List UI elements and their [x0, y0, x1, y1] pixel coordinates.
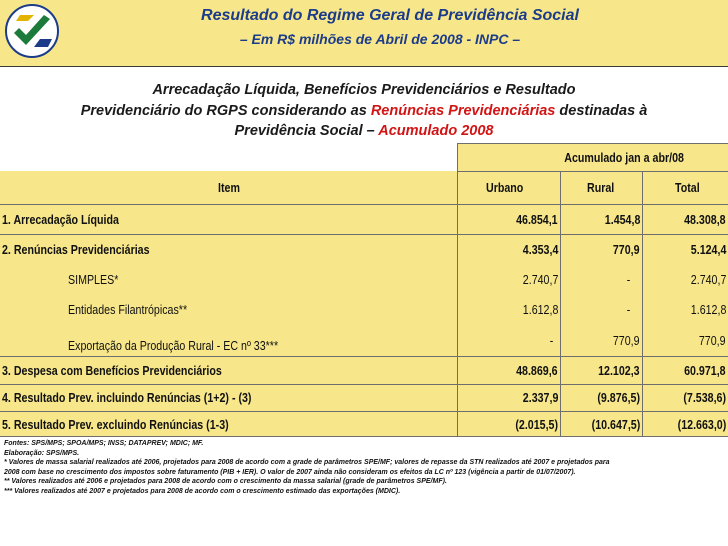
page-title: Resultado do Regime Geral de Previdência Social [201, 7, 579, 24]
cell-total: 770,9 [699, 332, 726, 348]
cell-urbano: - [549, 332, 553, 348]
cell-rural: - [626, 301, 630, 317]
col-header-rural: Rural [587, 180, 615, 195]
cell-urbano: 2.337,9 [522, 390, 558, 405]
heading-line-2: Previdenciário do RGPS considerando as Renúncias Previdenciárias destinadas à [80, 102, 648, 119]
col-header-item: Item [218, 180, 240, 195]
table-row [0, 324, 728, 356]
cell-total: 5.124,4 [690, 241, 726, 257]
table-row [0, 384, 728, 411]
table-heading [0, 80, 728, 142]
footnotes [4, 439, 724, 496]
col-header-urbano: Urbano [486, 180, 524, 195]
table-row [0, 264, 728, 294]
row-label: 1. Arrecadação Líquida [2, 211, 119, 227]
cell-urbano: 1.612,8 [522, 301, 558, 317]
row-label: Exportação da Produção Rural - EC nº 33*** [68, 338, 279, 353]
row-label: Entidades Filantrópicas** [68, 301, 188, 317]
heading-line-3: Previdência Social – Acumulado 2008 [234, 123, 494, 139]
table-row [0, 234, 728, 264]
cell-total: 48.308,8 [684, 211, 726, 227]
heading-line-1: Arrecadação Líquida, Benefícios Previdenciários e Resultado [152, 82, 576, 98]
table-row [0, 356, 728, 384]
grid-line [0, 411, 728, 412]
cell-rural: 1.454,8 [604, 211, 640, 227]
row-label: 2. Renúncias Previdenciárias [2, 241, 150, 257]
grid-line [0, 384, 728, 385]
cell-urbano: 48.869,6 [516, 362, 558, 378]
footnote-1b: 2008 com base no crescimento dos impostos sobre faturamento (PIB + IER). O valor de 2007 ainda não consideram os efeitos da LC nº 123 (vigência a partir de 01/07/2007). [4, 468, 576, 476]
cell-rural: (9.876,5) [597, 390, 640, 405]
row-label: 3. Despesa com Benefícios Previdenciários [2, 362, 222, 378]
table-row [0, 294, 728, 324]
footnote-3: *** Valores realizados até 2007 e projetados para 2008 de acordo com o crescimento estimado das exportações (MDIC). [4, 487, 401, 495]
grid-line [457, 143, 728, 144]
grid-line [642, 171, 643, 437]
footnote-1a: * Valores de massa salarial realizados até 2006, projetados para 2008 de acordo com a grade de parâmetros SPE/MF; valores de repasse da STN realizados até 2007 e projetados para [4, 459, 610, 466]
grid-line [0, 234, 728, 235]
cell-total: 2.740,7 [690, 271, 726, 287]
grid-line [560, 171, 561, 437]
table-row [0, 204, 728, 234]
table-header-row [0, 171, 728, 204]
footnote-elaboration: Elaboração: SPS/MPS. [4, 449, 80, 457]
footnote-sources: Fontes: SPS/MPS; SPOA/MPS; INSS; DATAPREV; MDIC; MF. [4, 440, 204, 447]
grid-line [457, 171, 728, 172]
cell-total: (7.538,6) [683, 390, 726, 405]
cell-total: 1.612,8 [690, 301, 726, 317]
table-group-header-row [0, 143, 728, 171]
col-header-total: Total [675, 180, 700, 195]
row-label: SIMPLES* [68, 271, 119, 287]
page-subtitle: – Em R$ milhões de Abril de 2008 - INPC – [239, 31, 521, 47]
cell-total: 60.971,8 [684, 362, 726, 378]
cell-urbano: (2.015,5) [515, 416, 558, 432]
header-bar [0, 0, 728, 66]
cell-rural: (10.647,5) [591, 416, 640, 432]
row-label: 5. Resultado Prev. excluindo Renúncias (1-3) [2, 416, 229, 432]
cell-rural: 12.102,3 [598, 362, 640, 378]
header-divider [0, 66, 728, 67]
grid-line [0, 204, 728, 205]
row-label: 4. Resultado Prev. incluindo Renúncias (1+2) - (3) [2, 390, 252, 405]
group-header-label: Acumulado jan a abr/08 [564, 149, 684, 165]
table-row [0, 411, 728, 437]
cell-rural: 770,9 [613, 332, 640, 348]
footnote-2: ** Valores realizados até 2006 e projetados para 2008 de acordo com o crescimento da massa salarial (grade de parâmetros SPE/MF). [4, 478, 447, 485]
grid-line [457, 143, 458, 437]
cell-urbano: 4.353,4 [522, 241, 558, 257]
grid-line [0, 356, 728, 357]
cell-rural: 770,9 [613, 241, 640, 257]
cell-total: (12.663,0) [677, 416, 726, 432]
cell-rural: - [626, 271, 630, 287]
cell-urbano: 2.740,7 [522, 271, 558, 287]
cell-urbano: 46.854,1 [516, 211, 558, 227]
previdencia-logo-icon [4, 3, 60, 59]
grid-line [0, 436, 728, 437]
results-table [0, 143, 728, 437]
